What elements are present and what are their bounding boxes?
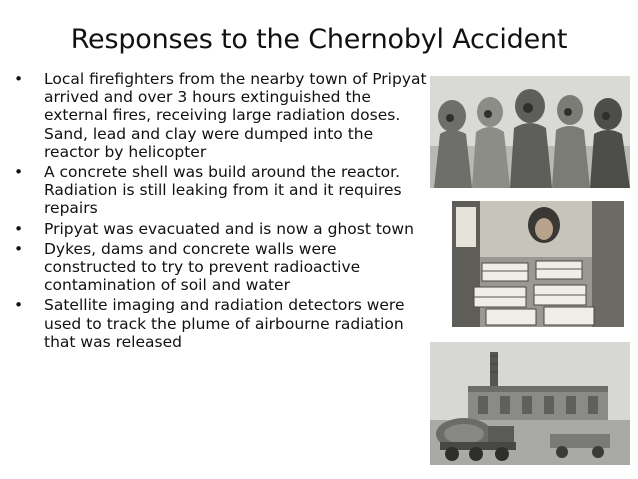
slide-title: Responses to the Chernobyl Accident [70, 24, 568, 55]
bullet-list [10, 70, 430, 353]
bullet-text: Local firefighters from the nearby town of Pripyat arrived and over 3 hours extinguished the external fires, receiving large radiation doses. Sand, lead and clay were dumped into the reactor by helicopter [44, 70, 427, 161]
bullet-item [10, 220, 430, 238]
bullet-dot-icon: • [14, 219, 24, 238]
abandoned-room-photo [452, 201, 624, 327]
bullet-dot-icon: • [14, 296, 24, 315]
bullet-text: Satellite imaging and radiation detectors were used to track the plume of airbourne radiation that was released [44, 296, 405, 351]
bullet-item [10, 296, 430, 351]
reactor-sarcophagus-photo [430, 342, 630, 465]
bullet-text: Pripyat was evacuated and is now a ghost town [44, 219, 414, 238]
bullet-dot-icon: • [14, 70, 24, 88]
bullet-item [10, 70, 430, 161]
bullet-dot-icon: • [14, 239, 24, 258]
bullet-text: Dykes, dams and concrete walls were constructed to try to prevent radioactive contamination of soil and water [44, 239, 361, 295]
bullet-text: A concrete shell was build around the reactor. Radiation is still leaking from it and it requires repairs [44, 163, 402, 218]
firefighters-photo [430, 76, 630, 188]
bullet-item [10, 240, 430, 295]
bullet-dot-icon: • [14, 163, 24, 182]
bullet-item [10, 163, 430, 218]
